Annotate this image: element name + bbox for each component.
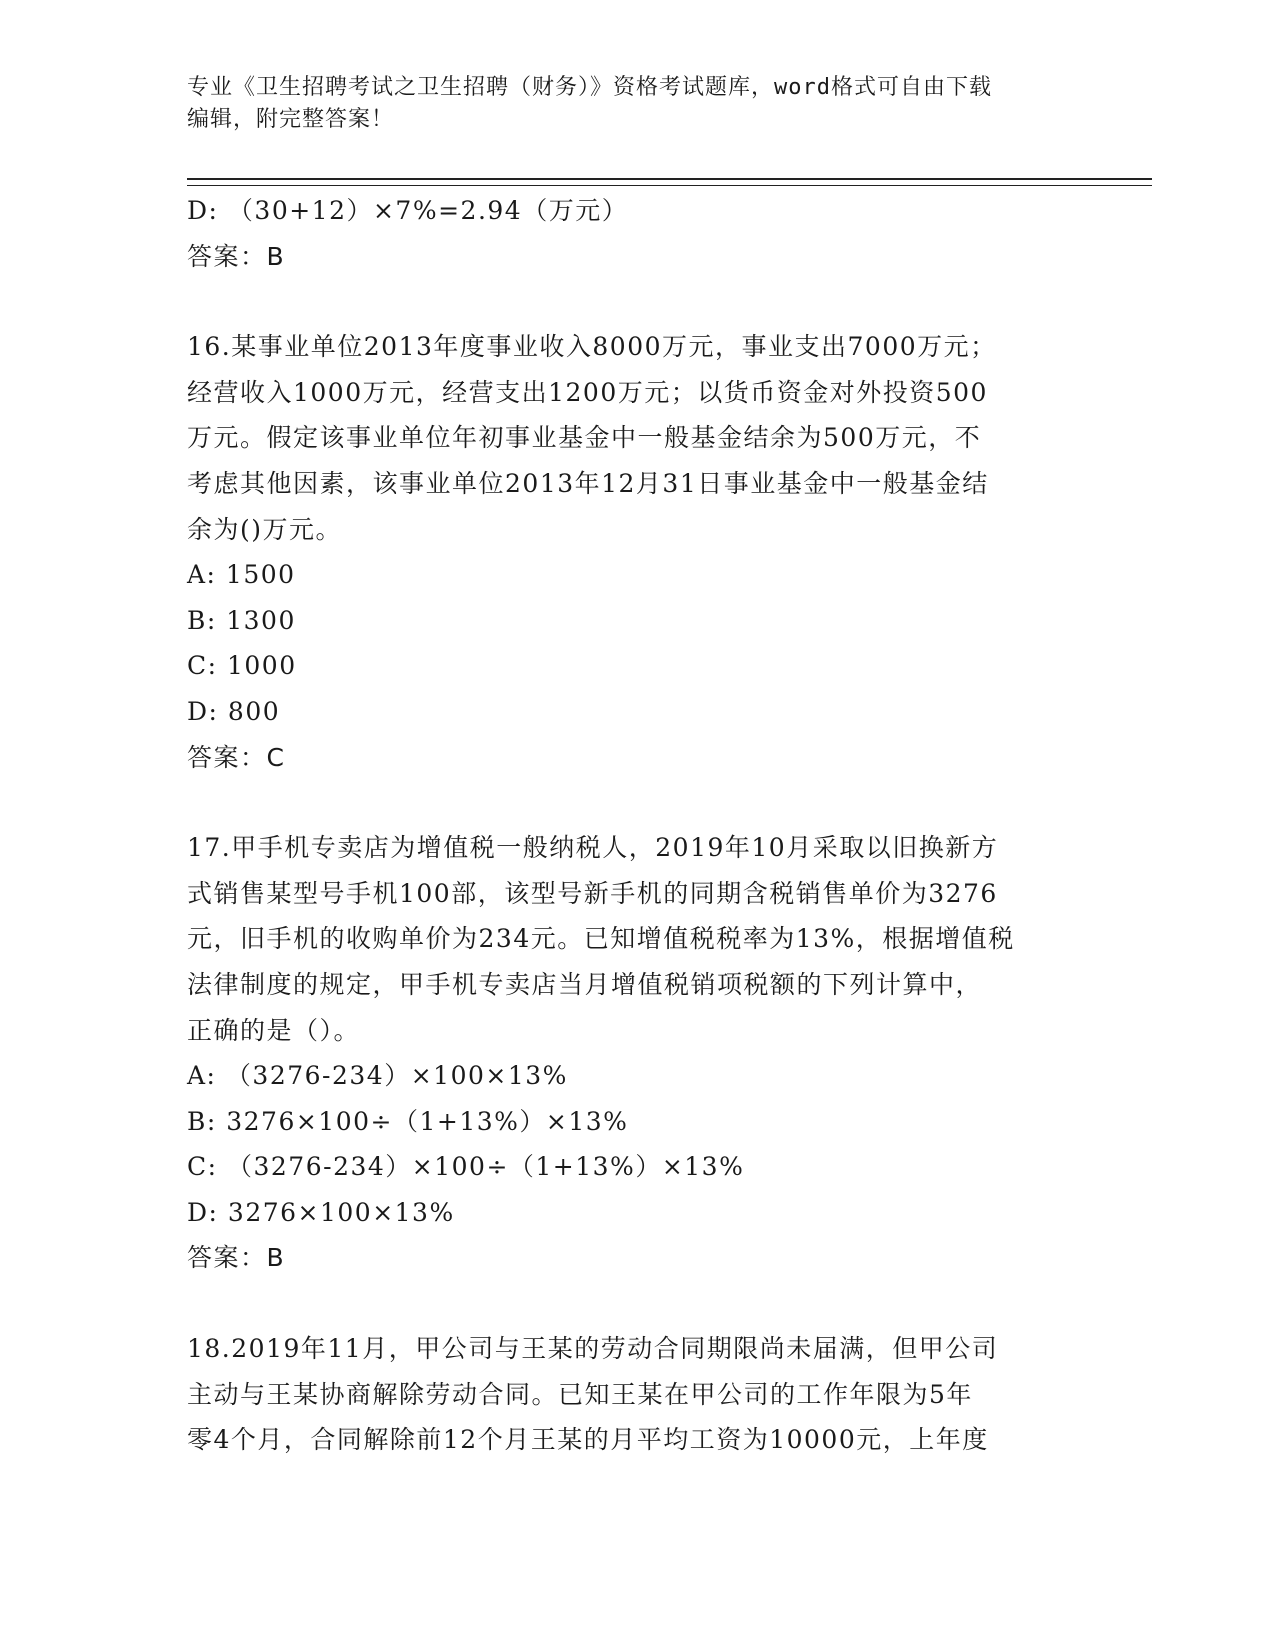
option-a: A: （3276-234）×100×13%	[187, 1061, 568, 1091]
option-b: B: 3276×100÷（1+13%）×13%	[187, 1106, 629, 1136]
option-a: A: 1500	[187, 560, 296, 590]
question-text-line: 正确的是（）。	[187, 1015, 361, 1045]
question-text-line: 18.2019年11月，甲公司与王某的劳动合同期限尚未届满，但甲公司	[187, 1334, 999, 1364]
question-text-line: 零4个月，合同解除前12个月王某的月平均工资为10000元，上年度	[187, 1425, 989, 1455]
question-text-line: 元，旧手机的收购单价为234元。已知增值税税率为13%，根据增值税	[187, 924, 1015, 954]
option-b: B: 1300	[187, 605, 296, 635]
option-c: C: 1000	[187, 651, 297, 681]
option-d: D: （30+12）×7%=2.94（万元）	[187, 196, 629, 225]
option-d: D: 800	[187, 696, 281, 726]
question-18	[187, 1326, 1087, 1463]
header-line-1: 专业《卫生招聘考试之卫生招聘（财务）》资格考试题库，word格式可自由下载	[187, 75, 992, 100]
question-text-line: 主动与王某协商解除劳动合同。已知王某在甲公司的工作年限为5年	[187, 1379, 973, 1409]
question-16	[187, 324, 1087, 780]
page-header	[187, 72, 1067, 136]
option-d: D: 3276×100×13%	[187, 1197, 455, 1227]
spacer	[187, 1281, 1087, 1326]
question-text-line: 万元。假定该事业单位年初事业基金中一般基金结余为500万元，不	[187, 423, 982, 453]
question-text-line: 16.某事业单位2013年度事业收入8000万元，事业支出7000万元；	[187, 332, 997, 362]
answer: 答案：B	[187, 241, 286, 271]
answer: 答案：B	[187, 1243, 286, 1273]
previous-question-tail	[187, 188, 1087, 279]
question-text-line: 法律制度的规定，甲手机专卖店当月增值税销项税额的下列计算中，	[187, 969, 983, 999]
header-line-2: 编辑，附完整答案！	[187, 107, 395, 132]
question-text-line: 考虑其他因素，该事业单位2013年12月31日事业基金中一般基金结	[187, 468, 989, 498]
answer: 答案：C	[187, 742, 286, 772]
question-text-line: 经营收入1000万元，经营支出1200万元；以货币资金对外投资500	[187, 377, 988, 407]
document-body	[187, 188, 1087, 1463]
option-c: C: （3276-234）×100÷（1+13%）×13%	[187, 1152, 745, 1182]
spacer	[187, 279, 1087, 324]
spacer	[187, 780, 1087, 825]
question-text-line: 17.甲手机专卖店为增值税一般纳税人，2019年10月采取以旧换新方	[187, 833, 999, 863]
question-text-line: 余为()万元。	[187, 514, 343, 544]
question-17	[187, 825, 1087, 1281]
header-divider	[187, 178, 1152, 186]
question-text-line: 式销售某型号手机100部，该型号新手机的同期含税销售单价为3276	[187, 878, 998, 908]
